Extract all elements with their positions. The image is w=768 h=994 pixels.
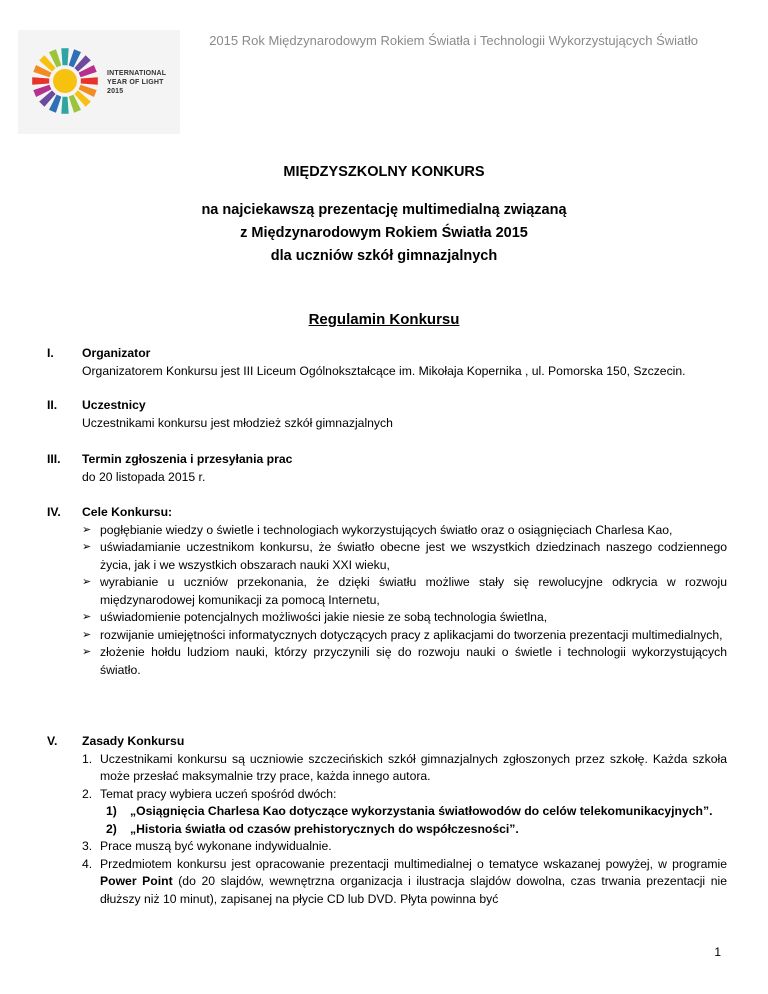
list-item: ➢ złożenie hołdu ludziom nauki, którzy przyczynili się do rozwoju nauki o świetle i technologii wykorzystujących światło. (82, 645, 727, 677)
topic-item: 1) „Osiągnięcia Charlesa Kao dotyczące wykorzystania światłowodów do celów telekomunikacyjnych”. (106, 804, 713, 818)
logo-line-1: INTERNATIONAL (107, 70, 167, 77)
section-text: Organizatorem Konkursu jest III Liceum Ogólnokształcące im. Mikołaja Kopernika , ul. Pomorska 150, Szczecin. (82, 363, 686, 378)
section-heading: Organizator (82, 346, 151, 360)
section-heading: Zasady Konkursu (82, 734, 185, 748)
contest-title: MIĘDZYSZKOLNY KONKURS (283, 164, 485, 180)
subtitle-line-3: dla uczniów szkół gimnazjalnych (270, 248, 498, 264)
list-item: 4. Przedmiotem konkursu jest opracowanie prezentacji multimedialnej o tematyce wskazanej powyżej, w programie Power Point (do 20 slajdów, wewnętrzna organizacja i ilustracja slajdów dowolna, czas trwania prezentacji nie dłuższy niż 10 minut), zapisanej na płycie CD lub DVD. Płyta powinna być (82, 856, 727, 906)
subtitle-line-2: z Międzynarodowym Rokiem Światła 2015 (240, 225, 528, 241)
regulamin-heading: Regulamin Konkursu (308, 311, 460, 328)
section-number: I. (47, 346, 54, 360)
section-rules (47, 733, 727, 908)
list-item: ➢ wyrabianie u uczniów przekonania, że dzięki światłu możliwe stały się rewolucyjne odkrycia w rozwoju międzynarodowej komunikacji za pomocą Internetu, (82, 575, 727, 607)
page-number: 1 (714, 945, 721, 959)
international-year-of-light-logo (18, 30, 180, 134)
list-item: ➢ rozwijanie umiejętności informatycznych dotyczących pracy z aplikacjami do tworzenia prezentacji multimedialnych, (82, 627, 727, 645)
contest-subtitle (0, 199, 768, 268)
list-item: 3. Prace muszą być wykonane indywidualnie. (82, 839, 332, 853)
list-item: 1. Uczestnikami konkursu są uczniowie szczecińskich szkół gimnazjalnych zgłoszonych przez szkołę. Każda szkoła może przesłać maksymalnie trzy prace, każda innego autora. (82, 751, 727, 783)
section-participants (47, 397, 727, 432)
arrow-bullet-icon: ➢ (82, 541, 92, 553)
sun-ray (81, 77, 98, 84)
section-organizer (47, 345, 727, 380)
section-deadline (47, 451, 727, 486)
sun-ray (32, 77, 49, 84)
arrow-bullet-icon: ➢ (82, 628, 92, 641)
sun-ray (61, 97, 68, 114)
list-item: 2. Temat pracy wybiera uczeń spośród dwóch: 1) „Osiągnięcia Charlesa Kao dotyczące wykorzystania światłowodów do celów telekomunikacyjnych”. 2) „Historia światła od czasów prehistorycznych do współczesności”. (82, 786, 727, 839)
sun-ray (61, 48, 68, 65)
section-heading: Uczestnicy (82, 398, 146, 412)
section-number: IV. (47, 505, 61, 519)
rules-list (82, 751, 727, 909)
section-number: II. (47, 398, 58, 412)
section-goals (47, 504, 727, 679)
goals-list (82, 522, 727, 680)
list-item: ➢ pogłębianie wiedzy o świetle i technologiach wykorzystujących światło oraz o osiągnięciach Charlesa Kao, (82, 522, 727, 540)
arrow-bullet-icon: ➢ (82, 576, 92, 588)
logo-line-3: 2015 (107, 88, 124, 95)
section-text: Uczestnikami konkursu jest młodzież szkół gimnazjalnych (82, 415, 393, 430)
arrow-bullet-icon: ➢ (82, 523, 92, 536)
section-text: do 20 listopada 2015 r. (82, 469, 206, 484)
list-item: ➢ uświadamianie uczestnikom konkursu, że światło obecne jest we wszystkich dziedzinach naszego codziennego życia, jak i we wszystkich obszarach nauki XXI wieku, (82, 540, 727, 572)
section-number: III. (47, 452, 61, 466)
arrow-bullet-icon: ➢ (82, 611, 92, 623)
arrow-bullet-icon: ➢ (82, 646, 92, 658)
running-header: 2015 Rok Międzynarodowym Rokiem Światła i Technologii Wykorzystujących Światło (209, 33, 698, 48)
topic-item: 2) „Historia światła od czasów prehistorycznych do współczesności”. (106, 821, 519, 836)
logo-line-2: YEAR OF LIGHT (107, 79, 164, 86)
topics-list (100, 803, 727, 838)
list-item: ➢ uświadomienie potencjalnych możliwości jakie niesie ze sobą technologia świetlna, (82, 609, 727, 627)
section-number: V. (47, 734, 58, 748)
section-heading: Termin zgłoszenia i przesyłania prac (82, 452, 293, 466)
section-heading: Cele Konkursu: (82, 505, 173, 519)
subtitle-line-1: na najciekawszą prezentację multimedialną związaną (201, 202, 567, 218)
sun-logo-icon (28, 44, 102, 118)
